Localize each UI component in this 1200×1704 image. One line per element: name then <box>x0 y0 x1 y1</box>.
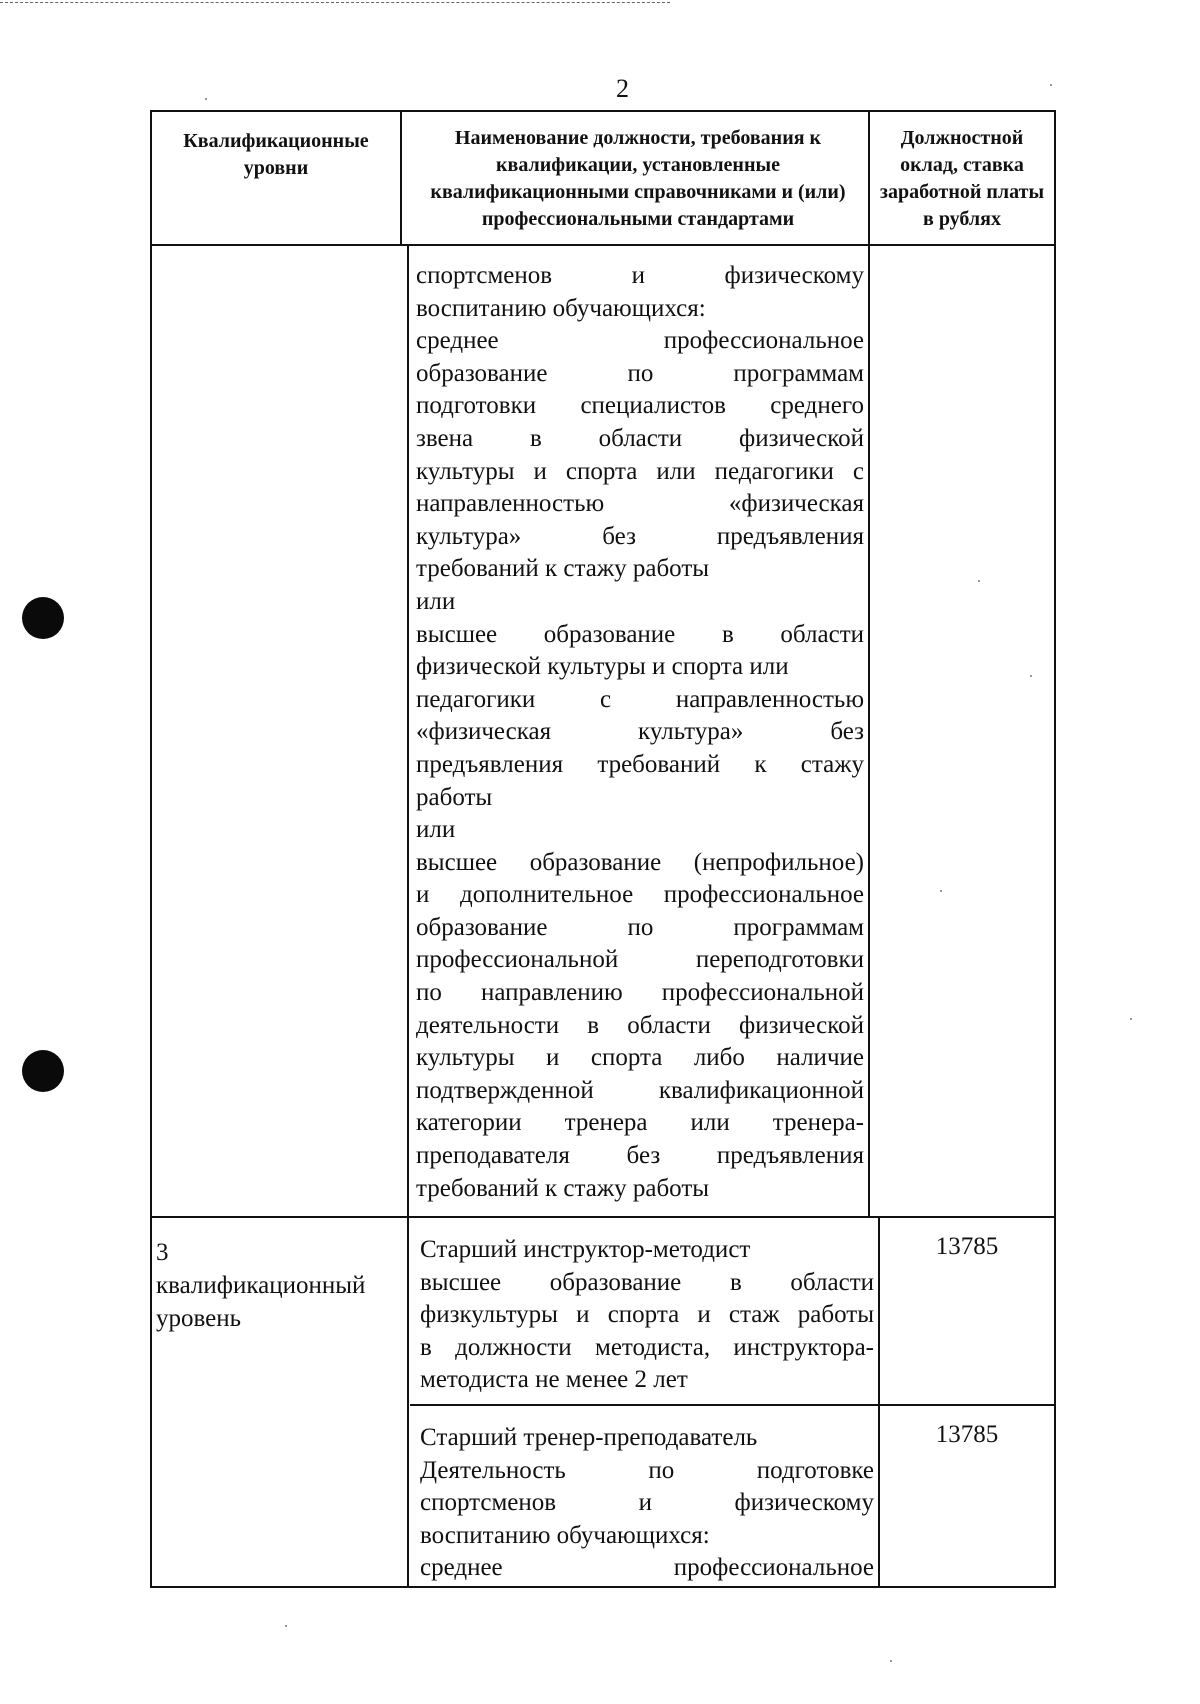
header-levels: Квалификационные уровни <box>183 130 369 179</box>
level-label: квалификационный <box>156 1272 366 1299</box>
requirement-line: физкультуры и спорта и стаж работы <box>420 1301 874 1329</box>
column-divider <box>878 1216 880 1588</box>
position-title: Старший инструктор-методист <box>420 1236 751 1263</box>
header-salary: Должностной оклад, ставка заработной платы в рублях <box>879 127 1045 230</box>
level-label: уровень <box>156 1305 242 1332</box>
requirement-line: предъявления требований к стажу <box>416 750 864 778</box>
requirement-line: или <box>416 587 456 615</box>
requirement-line: культуры и спорта или педагогики с <box>416 457 864 485</box>
position-senior-methodologist <box>410 1234 878 1397</box>
requirement-line: высшее образование в области <box>420 1268 874 1296</box>
requirement-line: работы <box>416 783 493 811</box>
row-divider-inner <box>410 1404 1056 1406</box>
requirement-line: Деятельность по подготовке <box>420 1456 874 1484</box>
scan-speck <box>890 1660 892 1662</box>
column-divider <box>868 244 870 1216</box>
requirement-line: воспитанию обучающихся: <box>416 294 706 322</box>
salary-value: 13785 <box>935 1233 999 1260</box>
scan-top-rule <box>0 2 670 3</box>
punch-hole <box>22 1050 64 1092</box>
requirement-line: деятельности в области физической <box>416 1011 864 1039</box>
requirement-line: категории тренера или тренера- <box>416 1109 864 1137</box>
requirement-line: воспитанию обучающихся: <box>420 1521 710 1549</box>
header-position: Наименование должности, требования к квалификации, установленные квалификационными справочниками и (или) профессиональными стандартами <box>430 127 846 230</box>
page-number: 2 <box>616 74 629 103</box>
requirement-line: преподавателя без предъявления <box>416 1142 864 1170</box>
requirement-line: и дополнительное профессиональное <box>416 881 864 909</box>
requirement-line: культура» без предъявления <box>416 522 864 550</box>
qualification-level-3 <box>156 1236 404 1335</box>
level-number: 3 <box>156 1239 169 1266</box>
requirement-line: образование по программам <box>416 913 864 941</box>
column-divider <box>400 110 402 246</box>
requirement-line: высшее образование в области <box>416 620 864 648</box>
table-border-right <box>1054 110 1056 1588</box>
table-border-left <box>150 110 152 1588</box>
requirement-line: профессиональной переподготовки <box>416 946 864 974</box>
header-divider <box>150 244 1056 246</box>
requirement-line: среднее профессиональное <box>420 1554 874 1582</box>
position-title: Старший тренер-преподаватель <box>420 1424 758 1451</box>
requirement-line: по направлению профессиональной <box>416 979 864 1007</box>
requirement-line: спортсменов и физическому <box>416 262 864 289</box>
row-divider <box>150 1216 1056 1218</box>
requirement-line: культуры и спорта либо наличие <box>416 1044 864 1072</box>
requirement-line: среднее профессиональное <box>416 327 864 355</box>
qualification-table <box>150 110 1056 1588</box>
requirement-line: физической культуры и спорта или <box>416 653 789 681</box>
requirement-line: «физическая культура» без <box>416 718 864 746</box>
table-border-bottom <box>150 1586 1056 1588</box>
column-divider <box>868 110 870 246</box>
requirement-line: методиста не менее 2 лет <box>420 1366 688 1394</box>
requirement-line: образование по программам <box>416 359 864 387</box>
requirement-line: в должности методиста, инструктора- <box>420 1333 874 1361</box>
requirement-line: требований к стажу работы <box>416 1174 710 1202</box>
requirement-line: высшее образование (непрофильное) <box>416 848 864 876</box>
requirement-line: направленностью «физическая <box>416 490 864 518</box>
table-border-top <box>150 110 1056 112</box>
requirement-line: спортсменов и физическому <box>420 1489 874 1517</box>
scan-speck <box>1130 1018 1132 1020</box>
requirement-line: педагогики с направленностью <box>416 685 864 713</box>
requirement-line: звена в области физической <box>416 424 864 452</box>
continued-requirements <box>410 260 868 1205</box>
requirement-line: или <box>416 816 456 844</box>
requirement-line: подготовки специалистов среднего <box>416 392 864 420</box>
salary-value: 13785 <box>935 1421 999 1448</box>
requirement-line: подтвержденной квалификационной <box>416 1076 864 1104</box>
position-senior-coach <box>410 1422 878 1585</box>
requirement-line: требований к стажу работы <box>416 555 710 583</box>
punch-hole <box>22 597 64 639</box>
column-divider <box>407 244 409 1588</box>
scan-speck <box>285 1625 287 1627</box>
